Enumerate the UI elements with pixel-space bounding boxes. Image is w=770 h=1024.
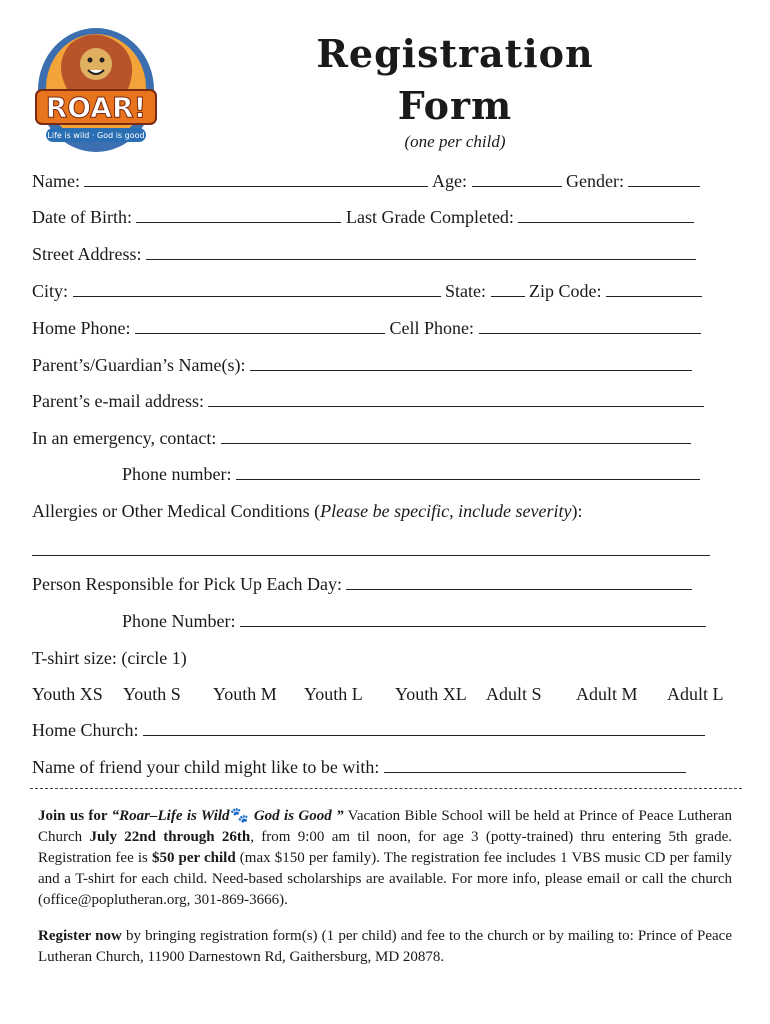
allergies-field[interactable] bbox=[32, 540, 710, 556]
row-city bbox=[32, 281, 702, 302]
row-phones bbox=[32, 318, 701, 339]
info-text-2: , from 9:00 am til noon, for age 3 (potty-trained) thru entering 5th grade. Registration fee is bbox=[38, 829, 732, 866]
parents-label: Parent’s/Guardian’s Name(s): bbox=[32, 355, 246, 375]
grade-label: Last Grade Completed: bbox=[345, 207, 514, 227]
form-title bbox=[250, 28, 660, 132]
info-register: Register now bbox=[38, 928, 122, 944]
title-line-2: Form bbox=[397, 83, 513, 128]
size-option[interactable]: Adult S bbox=[486, 684, 542, 704]
size-option[interactable]: Youth XS bbox=[32, 684, 103, 704]
allergies-end: ): bbox=[571, 501, 583, 521]
state-field[interactable] bbox=[491, 281, 525, 297]
pickup-phone-label: Phone Number: bbox=[122, 611, 236, 631]
row-church bbox=[32, 720, 705, 741]
name-field[interactable] bbox=[84, 171, 428, 187]
row-parents bbox=[32, 355, 692, 376]
size-option[interactable]: Youth S bbox=[123, 684, 181, 704]
church-label: Home Church: bbox=[32, 720, 139, 740]
pickup-phone-field[interactable] bbox=[240, 611, 706, 627]
emergency-phone-label: Phone number: bbox=[122, 464, 232, 484]
info-theme-a: “Roar–Life is Wild bbox=[111, 808, 230, 824]
street-field[interactable] bbox=[146, 244, 696, 260]
info-theme-b: God is Good ” bbox=[249, 808, 344, 824]
allergies-note: Please be specific, include severity bbox=[320, 501, 572, 521]
row-email bbox=[32, 391, 704, 412]
emergency-field[interactable] bbox=[221, 428, 691, 444]
age-label: Age: bbox=[432, 171, 467, 191]
gender-label: Gender: bbox=[566, 171, 624, 191]
cell-phone-field[interactable] bbox=[479, 318, 701, 334]
info-text-1: Vacation Bible School will be held at Prince of Peace Lutheran Church bbox=[38, 808, 732, 845]
row-allergies-line bbox=[32, 540, 710, 561]
info-join: Join us for bbox=[38, 808, 112, 824]
grade-field[interactable] bbox=[518, 207, 694, 223]
allergies-label: Allergies or Other Medical Conditions ( bbox=[32, 501, 321, 521]
svg-text:ROAR!: ROAR! bbox=[45, 91, 147, 124]
info-paragraph bbox=[38, 806, 732, 911]
row-dob bbox=[32, 207, 694, 228]
city-label: City: bbox=[32, 281, 69, 301]
row-emergency-phone bbox=[122, 464, 700, 485]
row-pickup bbox=[32, 574, 692, 595]
street-label: Street Address: bbox=[32, 244, 142, 264]
pickup-label: Person Responsible for Pick Up Each Day: bbox=[32, 574, 342, 594]
row-name bbox=[32, 171, 700, 192]
church-field[interactable] bbox=[143, 720, 705, 736]
info-dates: July 22nd through 26th bbox=[89, 829, 251, 845]
dashed-divider bbox=[30, 788, 742, 789]
zip-label: Zip Code: bbox=[529, 281, 602, 301]
home-phone-label: Home Phone: bbox=[32, 318, 131, 338]
emergency-phone-field[interactable] bbox=[236, 464, 700, 480]
register-paragraph bbox=[38, 926, 732, 968]
form-subtitle: (one per child) bbox=[404, 132, 506, 151]
row-emergency bbox=[32, 428, 691, 449]
row-pickup-phone bbox=[122, 611, 706, 632]
size-option[interactable]: Youth M bbox=[213, 684, 277, 704]
home-phone-field[interactable] bbox=[135, 318, 385, 334]
tshirt-label: T-shirt size: (circle 1) bbox=[32, 648, 187, 668]
dob-field[interactable] bbox=[136, 207, 341, 223]
emergency-label: In an emergency, contact: bbox=[32, 428, 217, 448]
size-option[interactable]: Youth XL bbox=[395, 684, 467, 704]
title-line-1: Registration bbox=[316, 31, 594, 76]
friend-label: Name of friend your child might like to be with: bbox=[32, 757, 380, 777]
size-option[interactable]: Adult M bbox=[576, 684, 638, 704]
name-label: Name: bbox=[32, 171, 80, 191]
info-text-4: by bringing registration form(s) (1 per child) and fee to the church or by mailing to: Prince of Peace Lutheran Church, 11900 Darnestown Rd, Gaithersburg, MD 20878. bbox=[38, 928, 732, 965]
email-field[interactable] bbox=[208, 391, 704, 407]
email-label: Parent’s e-mail address: bbox=[32, 391, 204, 411]
row-tshirt bbox=[32, 648, 187, 669]
cell-phone-label: Cell Phone: bbox=[389, 318, 474, 338]
gender-field[interactable] bbox=[628, 171, 700, 187]
zip-field[interactable] bbox=[606, 281, 702, 297]
svg-text:Life is wild · God is good: Life is wild · God is good bbox=[47, 131, 145, 140]
size-option[interactable]: Adult L bbox=[667, 684, 724, 704]
info-text-3: (max $150 per family). The registration fee includes 1 VBS music CD per family and a T-shirt for each child. Need-based scholarships are available. For more info, please email or call the church (office@poplutheran.org, 301-869-3666). bbox=[38, 850, 732, 908]
row-allergies bbox=[32, 501, 583, 522]
age-field[interactable] bbox=[472, 171, 562, 187]
city-field[interactable] bbox=[73, 281, 441, 297]
dob-label: Date of Birth: bbox=[32, 207, 132, 227]
parents-field[interactable] bbox=[250, 355, 692, 371]
roar-logo bbox=[30, 24, 162, 156]
friend-field[interactable] bbox=[384, 757, 686, 773]
row-friend bbox=[32, 757, 686, 778]
paw-icon: 🐾 bbox=[229, 808, 250, 824]
pickup-field[interactable] bbox=[346, 574, 692, 590]
row-street bbox=[32, 244, 696, 265]
state-label: State: bbox=[445, 281, 487, 301]
info-fee: $50 per child bbox=[151, 850, 236, 866]
size-option[interactable]: Youth L bbox=[304, 684, 363, 704]
